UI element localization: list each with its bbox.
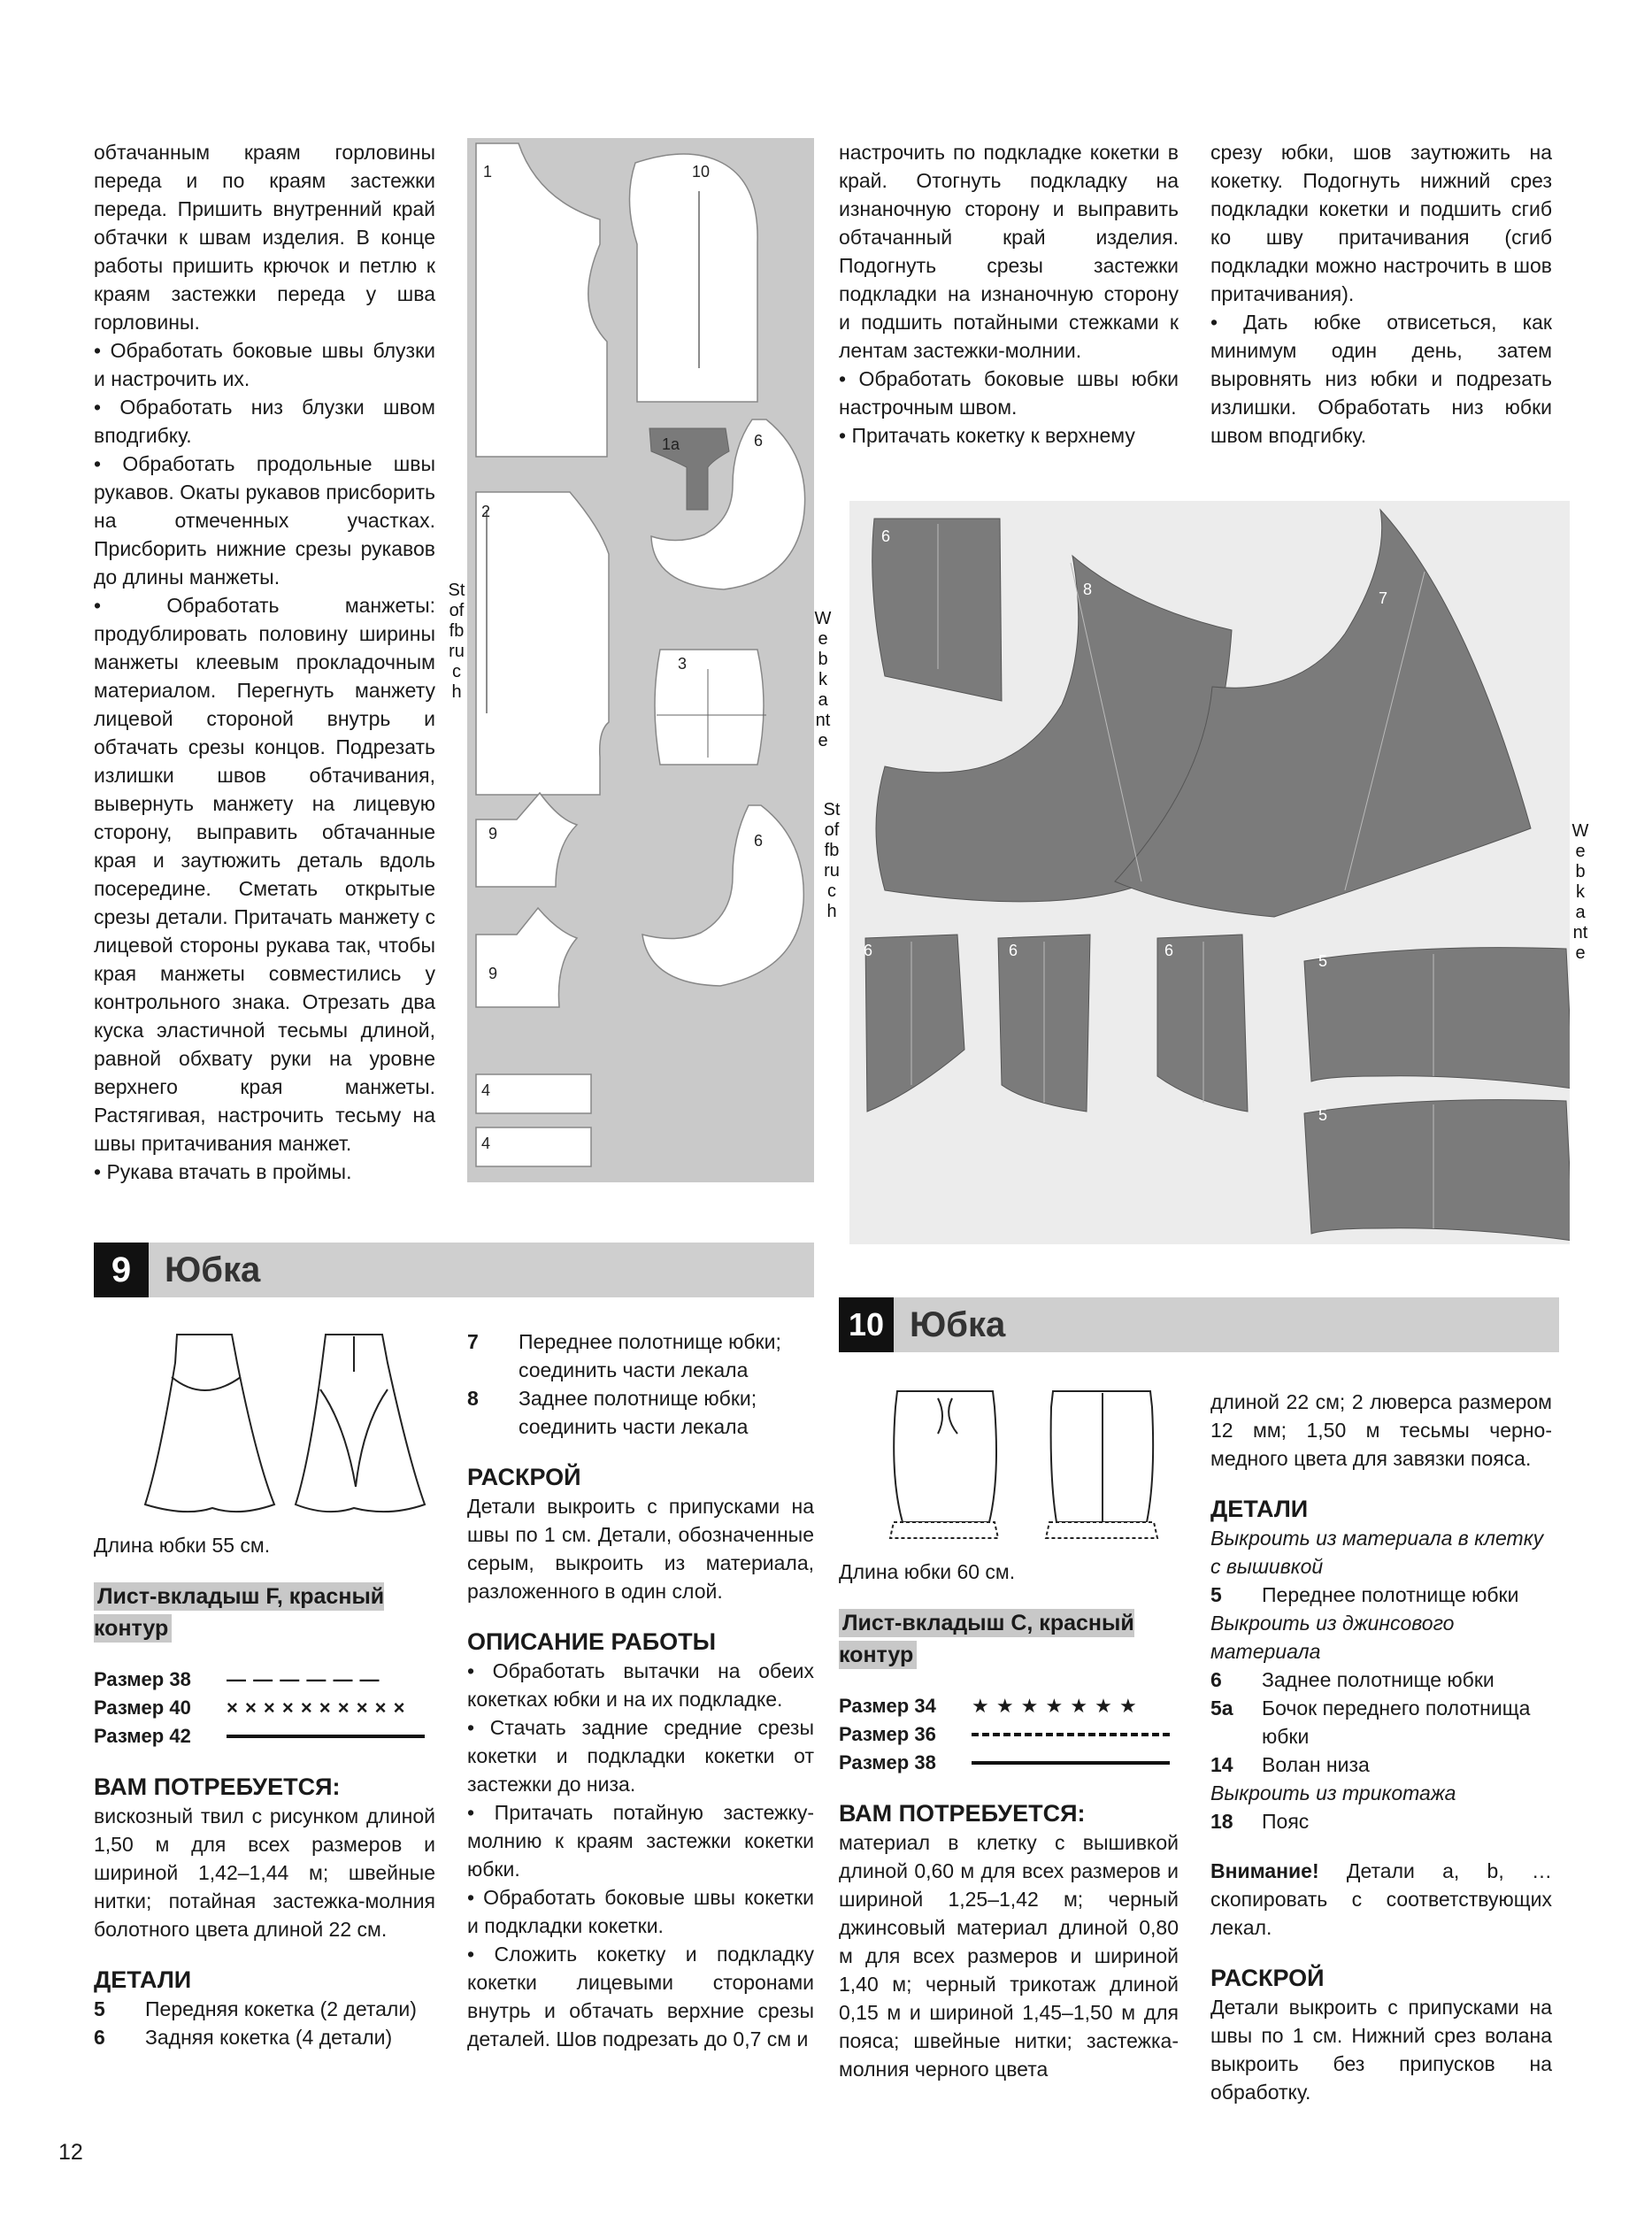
detail-number: 18 xyxy=(1210,1810,1233,1833)
size-row xyxy=(839,1692,1179,1720)
detail-number: 7 xyxy=(467,1330,479,1353)
piece-number: 3 xyxy=(678,655,688,673)
column-3-text xyxy=(839,138,1179,450)
section-9-header xyxy=(94,1243,814,1297)
work-step: • Стачать задние средние срезы кокетки и подкладки кокетки от застежки до низа. xyxy=(467,1713,814,1798)
detail-number: 6 xyxy=(1210,1668,1222,1691)
paragraph: обтачанным краям горловины переда и по краям застежки переда. Пришить внутренний край обтачки к швам изделия. В конце работы пришить крючок и петлю к краям застежки переда у шва горловины. xyxy=(94,141,435,334)
needs-text-continued: длиной 22 см; 2 люверса размером 12 мм; 1,50 м тесьмы черно-медного цвета для завязки пояса. xyxy=(1210,1390,1552,1470)
size-row xyxy=(839,1720,1179,1749)
detail-text: Задняя кокетка (4 детали) xyxy=(145,2026,393,2049)
details-heading: ДЕТАЛИ xyxy=(1210,1496,1309,1522)
paragraph: • Притачать кокетку к верхнему xyxy=(839,421,1179,450)
detail-text: Заднее полотнище юбки; соединить части лекала xyxy=(519,1387,757,1438)
piece-number: 9 xyxy=(488,825,498,843)
work-step: • Обработать вытачки на обеих кокетках юбки и на их подкладке. xyxy=(467,1657,814,1713)
paragraph: срезу юбки, шов заутюжить на кокетку. Подогнуть нижний срез подкладки кокетки и подшить сгиб ко шву притачивания (сгиб подкладки можно настрочить в шов притачивания). xyxy=(1210,141,1552,305)
piece-number: 1 xyxy=(483,163,493,181)
section-title: Юбка xyxy=(910,1305,1006,1344)
size-line-sample xyxy=(972,1733,1170,1736)
detail-item xyxy=(94,2023,435,2051)
piece-number: 6 xyxy=(864,942,873,959)
detail-item xyxy=(467,1327,814,1384)
paragraph: • Обработать манжеты: продублировать половину ширины манжеты клеевым прокладочным материалом. Перегнуть манжету лицевой стороной внутрь и обтачать срезы концов. Подрезать излишки швов обтачивания, вывернуть манжету на лицевую сторону, выправить обтачанные края и заутюжить деталь вдоль посередине. Сметать открытые срезы детали. Притачать манжету с лицевой стороны рукава так, чтобы края манжеты совместились у контрольного знака. Отрезать два куска эластичной тесьмы длиной, равной обхвату руки на уровне верхнего края манжеты. Растягивая, настрочить тесьму на швы притачивания манжет. xyxy=(94,591,435,1158)
column-4-text xyxy=(1210,138,1552,450)
detail-number: 8 xyxy=(467,1387,479,1410)
column-1-text xyxy=(94,138,435,1186)
detail-item xyxy=(1210,1694,1552,1750)
section-9-left xyxy=(94,1531,435,2051)
detail-number: 5a xyxy=(1210,1697,1233,1720)
piece-number: 6 xyxy=(1009,942,1018,959)
fold-label-stoffbruch: Stoffbruch xyxy=(823,800,841,921)
attention-text: Детали a, b, … скопировать с соответствующих лекал. xyxy=(1210,1859,1552,1939)
work-step: • Сложить кокетку и подкладку кокетки лицевыми сторонами внутрь и обтачать верхние срезы деталей. Шов подрезать до 0,7 см и xyxy=(467,1940,814,2053)
size-label: Размер 38 xyxy=(94,1668,191,1690)
needs-heading: ВАМ ПОТРЕБУЕТСЯ: xyxy=(839,1800,1086,1827)
size-line-sample: ★ ★ ★ ★ ★ ★ ★ xyxy=(972,1695,1138,1717)
detail-text: Пояс xyxy=(1262,1810,1310,1833)
piece-number: 5 xyxy=(1318,952,1328,970)
details-heading: ДЕТАЛИ xyxy=(94,1966,192,1993)
page-number: 12 xyxy=(58,2140,83,2165)
size-line-sample xyxy=(972,1761,1170,1765)
section-10-right xyxy=(1210,1388,1552,2106)
skirt-10-sketch xyxy=(876,1381,1186,1549)
piece-number: 5 xyxy=(1318,1106,1328,1124)
paragraph: • Обработать боковые швы блузки и настрочить их. xyxy=(94,336,435,393)
detail-item xyxy=(1210,1750,1552,1779)
cut-heading: РАСКРОЙ xyxy=(1210,1965,1325,1991)
cut-heading: РАСКРОЙ xyxy=(467,1464,581,1490)
skirt-9-sketch xyxy=(133,1327,451,1531)
cut-text: Детали выкроить с припусками на швы по 1 см. Нижний срез волана выкроить без припусков на обработку. xyxy=(1210,1996,1552,2104)
details-group: Выкроить из материала в клетку с вышивкой xyxy=(1210,1527,1544,1578)
piece-number: 10 xyxy=(692,163,711,181)
paragraph: • Обработать низ блузки швом вподгибку. xyxy=(94,393,435,450)
section-title: Юбка xyxy=(165,1250,261,1289)
piece-number: 6 xyxy=(1164,942,1174,959)
skirt-length: Длина юбки 60 см. xyxy=(839,1560,1016,1583)
paragraph: настрочить по подкладке кокетки в край. Отогнуть подкладку на изнаночную сторону и выправить обтачанный край изделия. Подогнуть срезы застежки подкладки на изнаночную сторону и подшить потайными стежками к лентам застежки-молнии. xyxy=(839,141,1179,362)
piece-number: 8 xyxy=(1083,581,1093,598)
size-line-sample: × × × × × × × × × × xyxy=(227,1697,406,1719)
selvage-label-webkante: Webkante xyxy=(1571,821,1589,963)
details-group: Выкроить из трикотажа xyxy=(1210,1781,1456,1804)
detail-text: Переднее полотнище юбки xyxy=(1262,1583,1519,1606)
pattern-sheet-label: Лист-вкладыш С, красный контур xyxy=(839,1611,1134,1667)
size-line-sample xyxy=(227,1735,425,1738)
needs-text: материал в клетку с вышивкой длиной 0,60 м для всех размеров и шириной 1,25–1,42 м; черный джинсовый материал длиной 0,80 м для всех размеров и шириной 1,40 м; черный трикотаж длиной 0,15 м и шириной 1,45–1,50 м для пояса; швейные нитки; застежка-молния черного цвета xyxy=(839,1831,1179,2081)
detail-item xyxy=(1210,1666,1552,1694)
detail-text: Передняя кокетка (2 детали) xyxy=(145,1997,417,2020)
needs-heading: ВАМ ПОТРЕБУЕТСЯ: xyxy=(94,1774,341,1800)
size-row xyxy=(94,1722,435,1750)
piece-number: 6 xyxy=(881,527,891,545)
size-row xyxy=(839,1749,1179,1777)
skirt-length: Длина юбки 55 см. xyxy=(94,1534,271,1557)
piece-number: 4 xyxy=(481,1135,491,1152)
detail-text: Переднее полотнище юбки; соединить части лекала xyxy=(519,1330,781,1381)
paragraph: • Обработать боковые швы юбки настрочным швом. xyxy=(839,365,1179,421)
work-heading: ОПИСАНИЕ РАБОТЫ xyxy=(467,1628,717,1655)
paragraph: • Дать юбке отвисеться, как минимум один день, затем выровнять низ юбки и подрезать излишки. Обработать низ юбки швом вподгибку. xyxy=(1210,308,1552,450)
selvage-label-webkante: Webkante xyxy=(814,609,832,750)
size-row xyxy=(94,1666,435,1694)
size-label: Размер 38 xyxy=(839,1751,936,1774)
section-10-header xyxy=(839,1297,1559,1352)
pattern-sheet-label: Лист-вкладыш F, красный контур xyxy=(94,1584,385,1641)
detail-number: 5 xyxy=(1210,1583,1222,1606)
size-row xyxy=(94,1694,435,1722)
size-label: Размер 42 xyxy=(94,1725,191,1747)
attention-note xyxy=(1210,1857,1552,1942)
pattern-layout-skirt xyxy=(849,501,1570,1244)
size-label: Размер 36 xyxy=(839,1723,936,1745)
size-line-sample: — — — — — — xyxy=(227,1668,380,1690)
piece-number: 9 xyxy=(488,965,498,982)
section-number: 10 xyxy=(839,1297,894,1352)
section-9-right xyxy=(467,1327,814,2053)
piece-number: 1a xyxy=(662,435,680,453)
needs-text: вискозный твил с рисунком длиной 1,50 м для всех размеров и шириной 1,42–1,44 м; швейные нитки; потайная застежка-молния болотного цвета длиной 22 см. xyxy=(94,1804,435,1941)
attention-label: Внимание! xyxy=(1210,1859,1319,1882)
piece-number: 6 xyxy=(754,832,764,850)
cut-text: Детали выкроить с припусками на швы по 1 см. Детали, обозначенные серым, выкроить из материала, разложенного в один слой. xyxy=(467,1495,814,1603)
paragraph: • Рукава втачать в проймы. xyxy=(94,1158,435,1186)
detail-text: Волан низа xyxy=(1262,1753,1370,1776)
work-step: • Обработать боковые швы кокетки и подкладки кокетки. xyxy=(467,1883,814,1940)
detail-item xyxy=(1210,1581,1552,1609)
pattern-layout-blouse xyxy=(467,138,814,1182)
detail-item xyxy=(1210,1807,1552,1835)
detail-number: 6 xyxy=(94,2026,105,2049)
detail-number: 5 xyxy=(94,1997,105,2020)
piece-number: 6 xyxy=(754,432,764,450)
detail-text: Бочок переднего полотнища юбки xyxy=(1262,1697,1531,1748)
fold-label-stoffbruch: Stoffbruch xyxy=(448,581,465,702)
section-10-left xyxy=(839,1558,1179,2083)
detail-text: Заднее полотнище юбки xyxy=(1262,1668,1494,1691)
piece-number: 2 xyxy=(481,503,491,520)
piece-number: 7 xyxy=(1379,589,1388,607)
details-group: Выкроить из джинсового материала xyxy=(1210,1612,1455,1663)
size-label: Размер 34 xyxy=(839,1695,936,1717)
size-label: Размер 40 xyxy=(94,1697,191,1719)
detail-item xyxy=(94,1995,435,2023)
detail-item xyxy=(467,1384,814,1441)
detail-number: 14 xyxy=(1210,1753,1233,1776)
work-step: • Притачать потайную застежку-молнию к краям застежки кокетки юбки. xyxy=(467,1798,814,1883)
piece-number: 4 xyxy=(481,1081,491,1099)
paragraph: • Обработать продольные швы рукавов. Окаты рукавов присборить на отмеченных участках. Присборить нижние срезы рукавов до длины манжеты. xyxy=(94,450,435,591)
section-number: 9 xyxy=(94,1243,149,1297)
